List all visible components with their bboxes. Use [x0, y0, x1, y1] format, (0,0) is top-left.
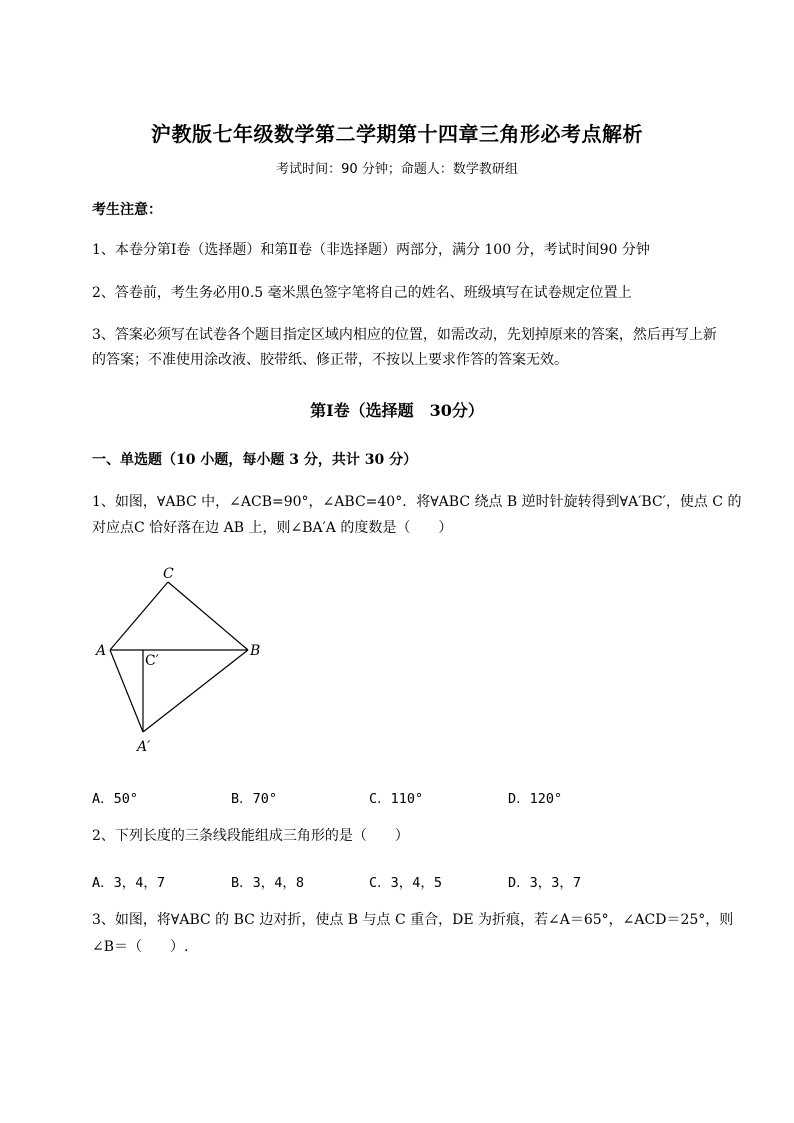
notice-item-2: 2、答卷前，考生务必用0.5 毫米黑色签字笔将自己的姓名、班级填写在试卷规定位置上 [92, 285, 632, 301]
notice-item-1: 1、本卷分第Ⅰ卷（选择题）和第Ⅱ卷（非选择题）两部分，满分 100 分，考试时间90 分钟 [92, 242, 650, 258]
segment-aa-prime [110, 650, 143, 732]
exam-info: 考试时间：90 分钟；命题人：数学教研组 [276, 162, 518, 177]
question-2-line-1: 2、下列长度的三条线段能组成三角形的是（ ） [92, 828, 409, 844]
page-title: 沪教版七年级数学第二学期第十四章三角形必考点解析 [151, 122, 643, 146]
question-1-line-1: 1、如图，∀ABC 中，∠ACB=90°，∠ABC=40°．将∀ABC 绕点 B 逆时针旋转得到∀A′BC′，使点 C 的 [92, 494, 742, 510]
question-3-line-1: 3、如图，将∀ABC 的 BC 边对折，使点 B 与点 C 重合，DE 为折痕，若∠A＝65°，∠ACD＝25°，则 [92, 912, 734, 928]
triangle-diagram [90, 562, 280, 762]
question-1-figure [90, 562, 280, 766]
notice-item-3-line-2: 的答案；不准使用涂改液、胶带纸、修正带，不按以上要求作答的答案无效。 [92, 352, 568, 368]
part-heading: 一、单选题（10 小题，每小题 3 分，共计 30 分） [92, 452, 418, 468]
label-b: B [250, 643, 261, 659]
option-a[interactable]: A．50° [92, 791, 139, 807]
option-d[interactable]: D．120° [508, 791, 563, 807]
label-c-prime: C′ [145, 653, 159, 669]
option-c[interactable]: C．3，4，5 [369, 875, 443, 891]
notice-heading: 考生注意： [92, 202, 162, 218]
label-a: A [96, 643, 107, 659]
segment-ac [110, 582, 168, 650]
option-b[interactable]: B．70° [231, 791, 278, 807]
option-b[interactable]: B．3，4，8 [231, 875, 305, 891]
section-title: 第Ⅰ卷（选择题 30分） [310, 401, 484, 420]
question-1-line-2: 对应点C 恰好落在边 AB 上，则∠BA′A 的度数是（ ） [92, 520, 453, 536]
option-d[interactable]: D．3，3，7 [508, 875, 582, 891]
segment-cb [168, 582, 248, 650]
notice-item-3-line-1: 3、答案必须写在试卷各个题目指定区域内相应的位置，如需改动，先划掉原来的答案，然后再写上新 [92, 327, 717, 343]
label-c: C [163, 566, 174, 582]
label-a-prime: A′ [137, 739, 151, 755]
option-a[interactable]: A．3，4，7 [92, 875, 166, 891]
question-3-line-2: ∠B＝（ ）. [92, 939, 189, 955]
option-c[interactable]: C．110° [369, 791, 424, 807]
